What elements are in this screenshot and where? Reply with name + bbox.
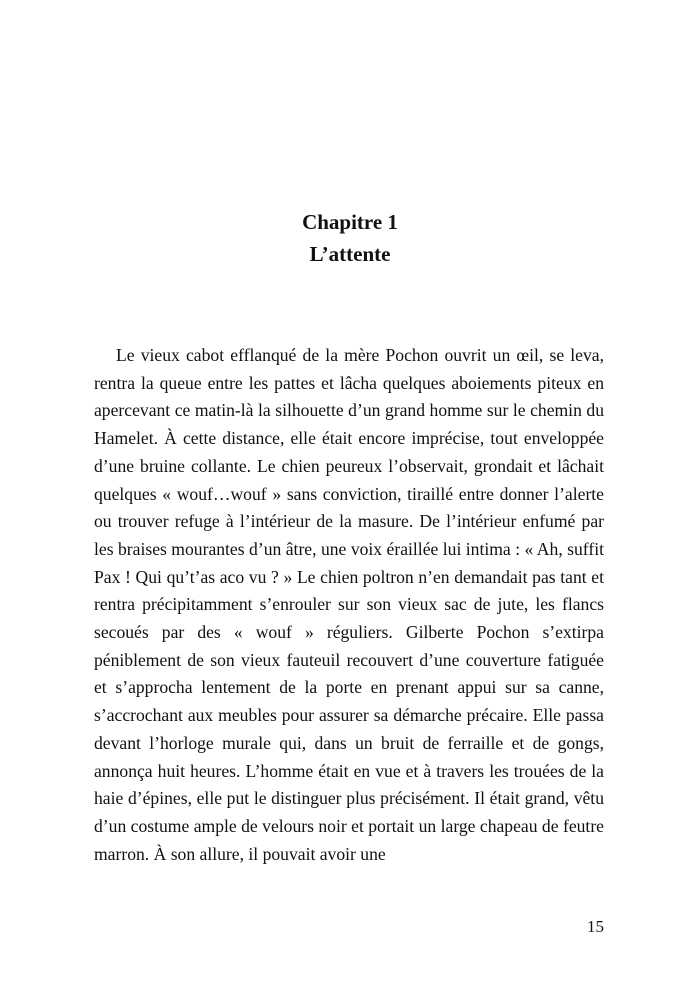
chapter-number: Chapitre 1 — [302, 210, 398, 234]
body-paragraph: Le vieux cabot efflanqué de la mère Pochon ouvrit un œil, se leva, rentra la queue entre les pattes et lâcha quelques aboiements piteux en apercevant ce matin-là la silhouette d’un grand homme sur le chemin du Hamelet. À cette distance, elle était encore imprécise, tout enveloppée d’une bruine collante. Le chien peureux l’observait, grondait et lâchait quelques « wouf…wouf » sans conviction, tiraillé entre donner l’alerte ou trouver refuge à l’intérieur de la masure. De l’intérieur enfumé par les braises mourantes d’un âtre, une voix éraillée lui intima : « Ah, suffit Pax ! Qui qu’t’as aco vu ? » Le chien poltron n’en demandait pas tant et rentra précipitamment s’enrouler sur son vieux sac de jute, les flancs secoués par des « wouf » réguliers. Gilberte Pochon s’extirpa péniblement de son vieux fauteuil recouvert d’une couverture fatiguée et s’approcha lentement de la porte en prenant appui sur sa canne, s’accrochant aux meubles pour assurer sa démarche précaire. Elle passa devant l’horloge murale qui, dans un bruit de ferraille et de gongs, annonça huit heures. L’homme était en vue et à travers les trouées de la haie d’épines, elle put le distinguer plus précisément. Il était grand, vêtu d’un costume ample de velours noir et portait un large chapeau de feutre marron. À son allure, il pouvait avoir une — [94, 345, 604, 864]
page-number: 15 — [587, 917, 604, 936]
chapter-title: L’attente — [309, 242, 391, 266]
chapter-heading — [0, 206, 700, 270]
